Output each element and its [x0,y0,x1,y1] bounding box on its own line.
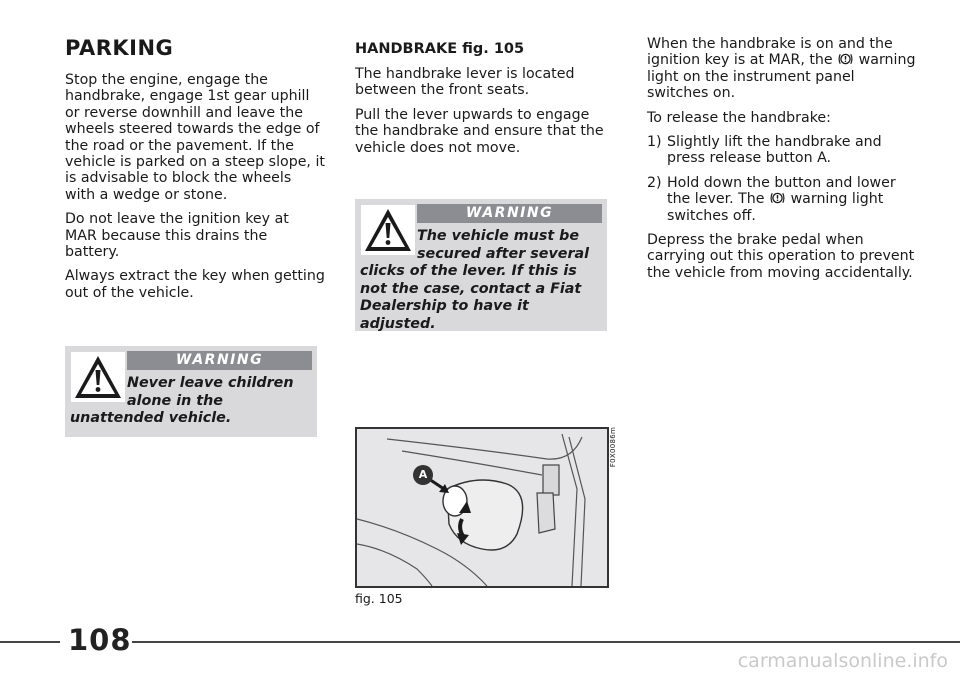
warning-label-band [417,204,602,223]
parking-paragraph-1: Stop the engine, engage the handbrake, engage 1st gear uphill or reverse downhill and leave the wheels steered towards the edge of the road or the pavement. If the vehicle is parked on a steep slope, it is advisable to block the wheels with a wedge or stone. [65,72,325,203]
column-handbrake [355,36,610,164]
release-steps [647,134,917,224]
release-paragraph-1-start: When the handbrake is on and the ignition key is at MAR, the [647,36,893,69]
warning-box-handbrake [355,199,607,331]
release-paragraph-1 [647,36,917,102]
footer-rule [0,641,960,643]
handbrake-paragraph-2: Pull the lever upwards to engage the handbrake and ensure that the vehicle does not move. [355,106,604,156]
handbrake-paragraph-1: The handbrake lever is located between the front seats. [355,66,575,99]
step-number: 1) [647,134,662,151]
column-release [647,36,917,289]
release-paragraph-1-end: warning light on the instrument panel switches on. [647,52,916,102]
warning-label: WARNING [465,205,554,221]
list-item [647,175,917,224]
figure-callout-a: A [418,468,428,481]
figure-handbrake-illustration [355,427,609,588]
brake-warning-light-icon [837,52,854,66]
step-text-end: warning light switches off. [667,191,884,224]
release-paragraph-3: Depress the brake pedal when carrying out this operation to prevent the vehicle from moving accidentally. [647,232,915,281]
parking-paragraph-3: Always extract the key when getting out of the vehicle. [65,268,325,301]
section-title-parking: PARKING [65,36,174,60]
step-text: Slightly lift the handbrake and press release button A. [667,134,882,167]
warning-box-children [65,346,317,437]
figure-code: F0X0086m [609,426,617,468]
step-text-start: Hold down the button and lower the lever. The [667,174,896,208]
release-paragraph-2: To release the handbrake: [647,109,831,126]
warning-text: The vehicle must be secured after several clicks of the lever. If this is not the case, contact a Fiat Dealership to have it adjusted. [360,228,590,332]
list-item [647,134,917,167]
step-number: 2) [647,174,662,191]
warning-text: Never leave children alone in the unattended vehicle. [70,375,294,426]
column-parking [65,36,325,309]
brake-warning-light-icon [769,191,786,205]
figure-caption: fig. 105 [355,591,403,606]
watermark: carmanualsonline.info [737,650,948,672]
section-heading-handbrake: HANDBRAKE fig. 105 [355,41,525,57]
parking-paragraph-2: Do not leave the ignition key at MAR because this drains the battery. [65,211,289,261]
page-number: 108 [68,623,132,657]
warning-label: WARNING [175,352,264,368]
warning-label-band [127,351,312,370]
